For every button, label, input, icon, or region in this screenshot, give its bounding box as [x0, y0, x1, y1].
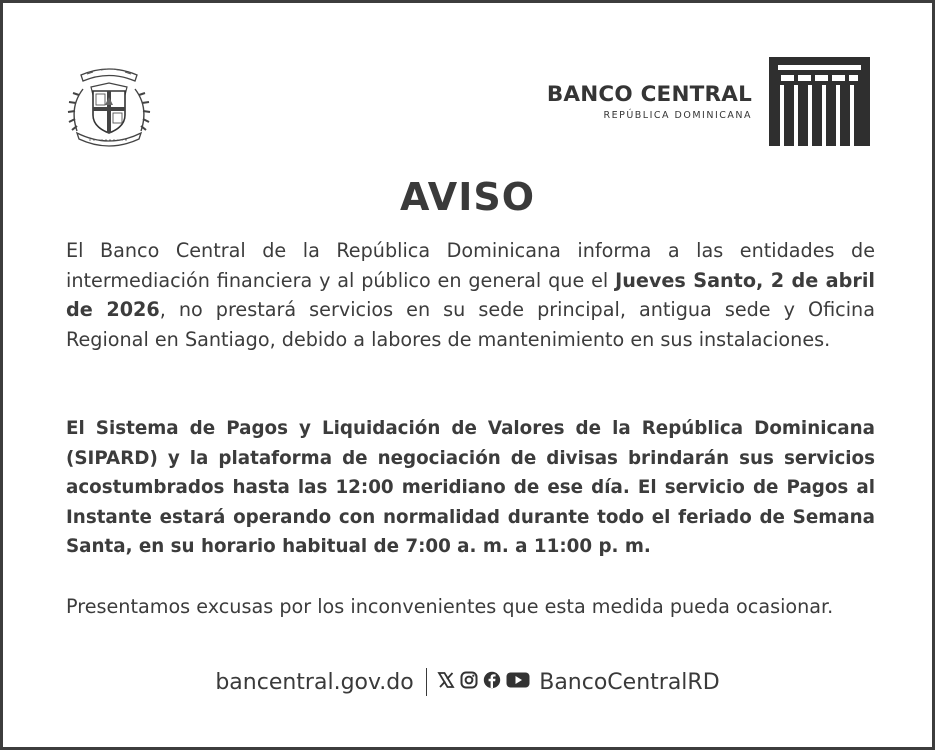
paragraph-1-text-2: , no prestará servicios en su sede principal, antigua sede y Oficina Regional en Santiago, debido a labores de mantenimiento en sus instalaciones.: [66, 298, 875, 351]
notice-title: AVISO: [399, 175, 536, 219]
notice-paragraph-3: Presentamos excusas por los inconvenientes que esta medida pueda ocasionar.: [66, 595, 834, 618]
columns-building-icon: [769, 57, 870, 146]
instagram-icon[interactable]: [460, 670, 478, 695]
paragraph-1-date: Jueves Santo, 2 de abril de 2026: [66, 268, 875, 322]
website-link[interactable]: bancentral.gov.do: [215, 669, 414, 695]
footer: [3, 668, 932, 696]
brand-block: [547, 57, 870, 146]
facebook-icon[interactable]: [483, 670, 501, 695]
paragraph-1-text-1: El Banco Central de la República Dominicana informa a las entidades de intermediación financiera y al público en general que el: [66, 239, 875, 292]
coat-of-arms-icon: [63, 59, 155, 147]
brand-name: BANCO CENTRAL: [546, 81, 752, 107]
notice-paragraph-1: [66, 236, 875, 354]
brand-subtitle: REPÚBLICA DOMINICANA: [603, 109, 752, 121]
social-handle[interactable]: BancoCentralRD: [539, 669, 720, 695]
notice-paragraph-2: El Sistema de Pagos y Liquidación de Valores de la República Dominicana (SIPARD) y la plataforma de negociación de divisas brindarán sus servicios acostumbrados hasta las 12:00 meridiano de ese día. El servicio de Pagos al Instante estará operando con normalidad durante todo el feriado de Semana Santa, en su horario habitual de 7:00 a. m. a 11:00 p. m.: [66, 418, 875, 558]
footer-separator: [426, 668, 428, 696]
x-icon[interactable]: [437, 670, 455, 695]
youtube-icon[interactable]: [506, 670, 530, 695]
brand-text: [547, 83, 752, 121]
